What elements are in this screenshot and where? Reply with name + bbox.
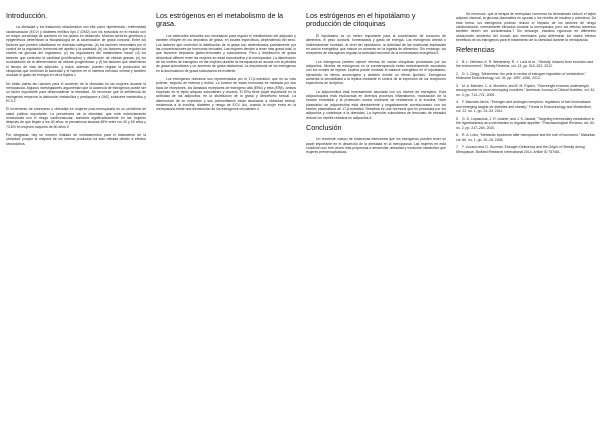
intro-paragraph: El incremento de sobrepeso y obesidad en mujeres post-menopausia es un problema de salud pública importante. La prevalencia de la obesidad, que está estrechamente relacionada con el riesgo cardiovascular, aumenta significativamente en las mujeres después de que llegan a los 40 años; la prevalencia alcanza 65% entre los 40 y 59 años y 73.8% en mujeres mayores de 60 años.3 bbox=[6, 107, 146, 129]
hypothalamus-paragraph: La adiponectina está inversamente asociada con los niveles de estrógeno. Esta adipocitoquina está involucrada en diversos procesos inflamatorios, modulación de la función endotelial y la protección contra síndrome de resistencia a la insulina. Nivel plasmático de adiponectina está directamente y negativamente correlacionado con los niveles plasmáticos de 17-β-estradiol. Resistina es una hormona que es producida por los adipocitos y contribuye a la obesidad. La inyección subcutánea de benzoato de estradiol reduce los niveles resistina en adipocitos.6 bbox=[306, 89, 446, 120]
column-3 bbox=[306, 12, 446, 424]
fat-metabolism-paragraph: Los estrógenos humanos son representados por el 17-β-estradiol, que es su más potente, seguido de estrona y estriol. La función de estas hormonas es mediada por dos tipos de receptores, los llamados receptores de estrógeno alfa (ERα) y beta (ERβ), ambos expresan en el tejido adiposo subcutáneo y visceral. El ERα tiene papel importante en la actividad de los adipocitos, en la distribución de la grasa y dimorfismo sexual. La disminución de su expresión y sus polimorfismos están asociados a obesidad central, resistencia a la insulina, diabetes y riesgo de ECV. Así, cuando la mujer entra en la menopausia existe una disminución de los estrógenos circulantes.4 bbox=[156, 76, 296, 112]
conclusion-heading: Conclusión bbox=[306, 123, 342, 132]
reference-item: 3. M. A. Mendez, C. A. Monteiro, and B. M. Popkin, “Overweight exceeds underweight among women in most developing countries,” American Journal of Clinical Nutrition, vol. 81, no. 3, pp. 714–721, 2005. bbox=[456, 83, 596, 97]
column-4 bbox=[456, 12, 596, 424]
hypothalamus-paragraph: Los estrógenos pueden ejercer efectos en varias citoquinas producidas por los adipocitos. Niveles de estrógenos en la premenopausia están estrechamente asociados con los niveles de leptina. Leptina puede modular el balance energético en el hipotálamo, ejerciendo un efecto anorexígeno y también exhibe un efecto lipolítico. Estrógenos aumenta la sensibilidad a la leptina mediante el control de la expresión de los receptores específicos de la leptina. bbox=[306, 59, 446, 86]
references-heading: Referencias bbox=[456, 45, 495, 55]
therapy-paragraph: Se reconoce, que la terapia de reemplazo hormonal ha demostrado reducir el tejido adiposo visceral, la glucosa plasmática en ayunas y los niveles de insulina y colesterol. De esta forma, los estrógenos podrían reducir el impacto de los factores de riesgo cardiovascular, normalmente elevados durante la menopausia, pero los efectos adversos también deben ser considerados.7 Sin embargo, estudios rigurosos en diferentes ubicaciones alrededor del mundo son esenciales para determinar los reales efectos benéficos de los estrógenos para el tratamiento de la obesidad durante la menopausia. bbox=[456, 12, 596, 43]
intro-heading: Introducción. bbox=[6, 12, 48, 20]
references-list bbox=[456, 60, 596, 154]
intro-paragraph: No están claras las razones para el aumento de la obesidad en las mujeres durante la menopausia. Algunos investigadores argumentan que la ausencia de estrógenos puede ser un factor importante para desencadenar la obesidad. Se reconoce que la deficiencia de estrógenos empeora la disfunción metabólica y predispone a DM2, síndrome metabólico y ECV.2 bbox=[6, 81, 146, 103]
reference-item: 1. B. L. Heilman, K. R. Westerterp, R. J. Loos et al., “Obesity: lessons from evolution and the environment,” Obesity Reviews, vol. 13, pp. 910–922, 2012. bbox=[456, 59, 594, 69]
reference-item: 4. F. Mauvais-Jarvis, “Estrogen and androgen receptors: regulators of fuel homeostasis and emerging targets for diabetes and obesity,” Trends in Endocrinology and Metabolism, vol. 22, no. 1, pp. 24–33, 2011. bbox=[456, 100, 592, 114]
intro-paragraph: Por desgracia, hay un número limitado de medicamentos para el tratamiento de la obesidad, porque la mayoría de los nuevos productos ha sido retirada debido a efectos secundarios. bbox=[6, 132, 146, 146]
column-2 bbox=[156, 12, 296, 424]
intro-paragraph: La obesidad y los trastornos relacionados con ella como hipertensión, enfermedad cardiovascular (ECV) y diabetes mellitus tipo 2 (DM2) son los episodios en el mundo con un mayor porcentaje de aumento en los países en desarrollo. Muchos factores genéticos y epigenéticos determinan la fisiopatología de la acumulación de grasa corporal. Entre los factores que pueden clasificarse en diversas categorías: (a) los factores neuronales por el control de la regulación hormonal del apetito y la saciedad; (b) los factores que regulan los niveles de glucosa del organismo; (c) los reguladores del metabolismo basal; (d) los factores que controlan la cantidad (proliferación) y distribución de células grasas; (e) los moduladores de la diferenciación de células progenitoras; y (f) los factores que determinan el tiempo de vida del adipocito, y estos, además, pueden regular la producción de citoquinas que controlan la saciedad y el hambre en el sistema nervioso central y también modular el gasto de energía en otros tejidos.1 bbox=[6, 25, 146, 78]
fat-metabolism-paragraph: Los esteroides sexuales son necesarios para regular el metabolismo del adipocito y también influyen en los depósitos de grasa, en locales específicos, dependiendo del sexo. Los factores que controlan la distribución de la grasa son determinados parcialmente por las concentraciones de hormonas sexuales. Las mujeres tienden a tener más grasa total, lo que favorece depósitos glúteo-femorales y subcutáneos. Pero y distribución de grasa abdominal difieren entre las mujeres en edad reproductiva y la menopausia. La disminución de los niveles de estrógeno en las mujeres durante la menopausia se asocia con la pérdida de grasa subcutánea y un aumento de grasa abdominal. La importancia de los estrógenos en la acumulación de grasa subcutánea es evidente. bbox=[156, 33, 296, 73]
hypothalamus-paragraph: El hipotálamo es un centro importante para la coordinación de consumo de alimentos, el peso corporal, homeostasis y gasto de energía. Los estrógenos directa o indirectamente modulan, al nivel del hipotálamo, la actividad de las moléculas implicadas en acción energética, que induce un aumento en la ingesta de alimentos. Sin embargo, los receptores de estrógenos regulan la actividad neuronal de la homeostasis energética.5 bbox=[306, 33, 446, 56]
fat-metabolism-heading: Los estrógenos en el metabolismo de la grasa. bbox=[156, 12, 284, 29]
reference-item: 2. D. J. Clegg, “Minireview: the year in review of estrogen regulation of metabolism,” Molecular Endocrinology, vol. 26, pp. 1957–1960, 2012. bbox=[456, 71, 586, 81]
reference-item: 5. G. D. Lopaschuk, J. R. Ussher, and J. S. Jaswal, “Targeting intermediary metabolism in the hypothalamus as a mechanism to regulate appetite,” Pharmacological Reviews, vol. 62, no. 2, pp. 237–264, 2010. bbox=[456, 116, 595, 130]
reference-item: 7. F. Lizcano and G. Guzmán. Estrogen Deficiency and the Origin of Obesity during Menopause. BioMed Research International 2014. Article ID 757461. bbox=[456, 145, 585, 154]
column-1 bbox=[6, 12, 146, 424]
hypothalamus-heading: Los estrógenos en el hipotálamo y producción de citoquinas bbox=[306, 12, 416, 29]
conclusion-paragraph: Un creciente cuerpo de evidencias demuestra que los estrógenos pueden tener un papel importante en el desarrollo de la obesidad en la menopausia. Las mujeres en esta condición son tres veces más propensas a desarrollar obesidad y síndrome metabólico que mujeres premenopáusicas. bbox=[306, 137, 446, 155]
reference-item: 6. R. A. Lobo, “Metabolic syndrome after menopause and the role of hormones,” Maturitas, vol. 60, no. 1, pp. 10–18, 2008. bbox=[456, 133, 596, 142]
